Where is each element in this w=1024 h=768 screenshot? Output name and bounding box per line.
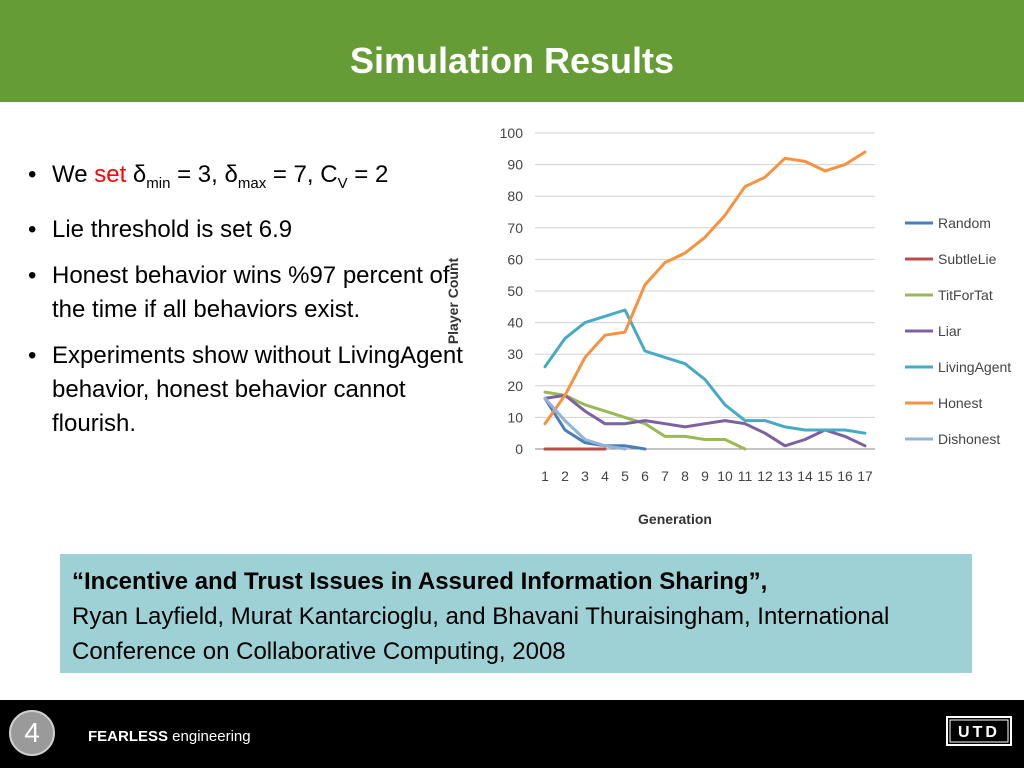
- x-tick-label: 12: [757, 468, 773, 484]
- x-tick-label: 5: [621, 468, 629, 484]
- bullet-lie-threshold: [28, 213, 468, 247]
- bullet-text-prefix: We: [52, 161, 95, 188]
- x-tick-label: 3: [581, 468, 589, 484]
- y-tick-label: 100: [499, 125, 523, 141]
- y-tick-label: 30: [507, 346, 523, 363]
- x-tick-label: 4: [601, 468, 609, 484]
- sub-v: V: [337, 174, 348, 192]
- legend-label: LivingAgent: [938, 359, 1012, 375]
- tagline-rest: engineering: [168, 728, 251, 745]
- bullet-mid1: = 3, δ: [170, 161, 238, 188]
- bullet-text: Experiments show without LivingAgent behavior, honest behavior cannot flourish.: [52, 341, 463, 437]
- citation-title: “Incentive and Trust Issues in Assured Information Sharing”,: [72, 568, 768, 595]
- x-tick-label: 9: [701, 468, 709, 484]
- legend-label: Dishonest: [938, 431, 1001, 447]
- y-tick-label: 20: [507, 377, 523, 394]
- x-tick-label: 2: [561, 468, 569, 484]
- bullet-dot: •: [28, 161, 37, 188]
- bullet-dot: •: [28, 261, 37, 289]
- x-tick-label: 17: [857, 468, 873, 484]
- y-tick-label: 50: [507, 283, 523, 299]
- y-axis-title: Player Count: [445, 257, 461, 345]
- sub-min: min: [146, 174, 171, 192]
- footer-bar: [0, 700, 1024, 768]
- bullet-highlight-set: set: [94, 161, 127, 188]
- y-tick-label: 70: [507, 219, 523, 236]
- x-tick-label: 14: [797, 468, 813, 484]
- x-tick-label: 8: [681, 468, 689, 484]
- y-tick-label: 60: [507, 251, 523, 268]
- legend-label: Honest: [938, 395, 983, 411]
- page-title: Simulation Results: [349, 40, 675, 81]
- x-tick-label: 16: [837, 468, 853, 484]
- bullet-parameters: [28, 158, 468, 201]
- x-axis-title: Generation: [638, 511, 712, 527]
- x-tick-label: 1: [541, 468, 549, 484]
- x-tick-label: 6: [641, 468, 649, 484]
- tagline-bold: FEARLESS: [88, 728, 169, 745]
- legend-label: Random: [938, 215, 991, 231]
- x-tick-label: 7: [661, 468, 669, 484]
- y-tick-label: 0: [515, 441, 523, 457]
- bullet-delta: δ: [126, 161, 147, 188]
- bullet-text: Honest behavior wins %97 percent of the time if all behaviors exist.: [52, 261, 450, 323]
- bullet-suffix: = 2: [347, 161, 389, 188]
- bullet-experiments: [28, 339, 468, 441]
- title-bar: [0, 0, 1024, 102]
- legend-label: SubtleLie: [938, 251, 997, 267]
- bullet-honest-wins: [28, 259, 468, 327]
- utd-logo: [946, 716, 1012, 746]
- bullet-text: Lie threshold is set 6.9: [52, 215, 293, 243]
- y-tick-label: 90: [507, 156, 523, 173]
- citation-body: Ryan Layfield, Murat Kantarcioglu, and Bhavani Thuraisingham, International Conference on Collaborative Computing, 2008: [72, 603, 890, 665]
- bullet-list: [28, 158, 468, 453]
- y-tick-label: 10: [507, 409, 523, 426]
- legend-label: TitForTat: [938, 287, 993, 303]
- bullet-dot: •: [28, 215, 37, 243]
- footer-tagline: [88, 728, 251, 745]
- bullet-mid2: = 7, C: [266, 161, 338, 188]
- legend-label: Liar: [938, 323, 962, 339]
- x-tick-label: 10: [717, 468, 733, 484]
- bullet-dot: •: [28, 341, 37, 369]
- x-tick-label: 15: [817, 468, 833, 484]
- x-tick-label: 13: [777, 468, 793, 484]
- page-number-badge: 4: [9, 710, 55, 756]
- y-tick-label: 40: [507, 314, 523, 331]
- citation-box: [60, 554, 972, 673]
- sub-max: max: [237, 174, 267, 192]
- utd-logo-text: UTD: [958, 724, 1000, 741]
- line-chart: [440, 115, 1020, 535]
- y-tick-label: 80: [507, 188, 523, 205]
- x-tick-label: 11: [737, 468, 753, 484]
- series-line-honest: [545, 152, 865, 424]
